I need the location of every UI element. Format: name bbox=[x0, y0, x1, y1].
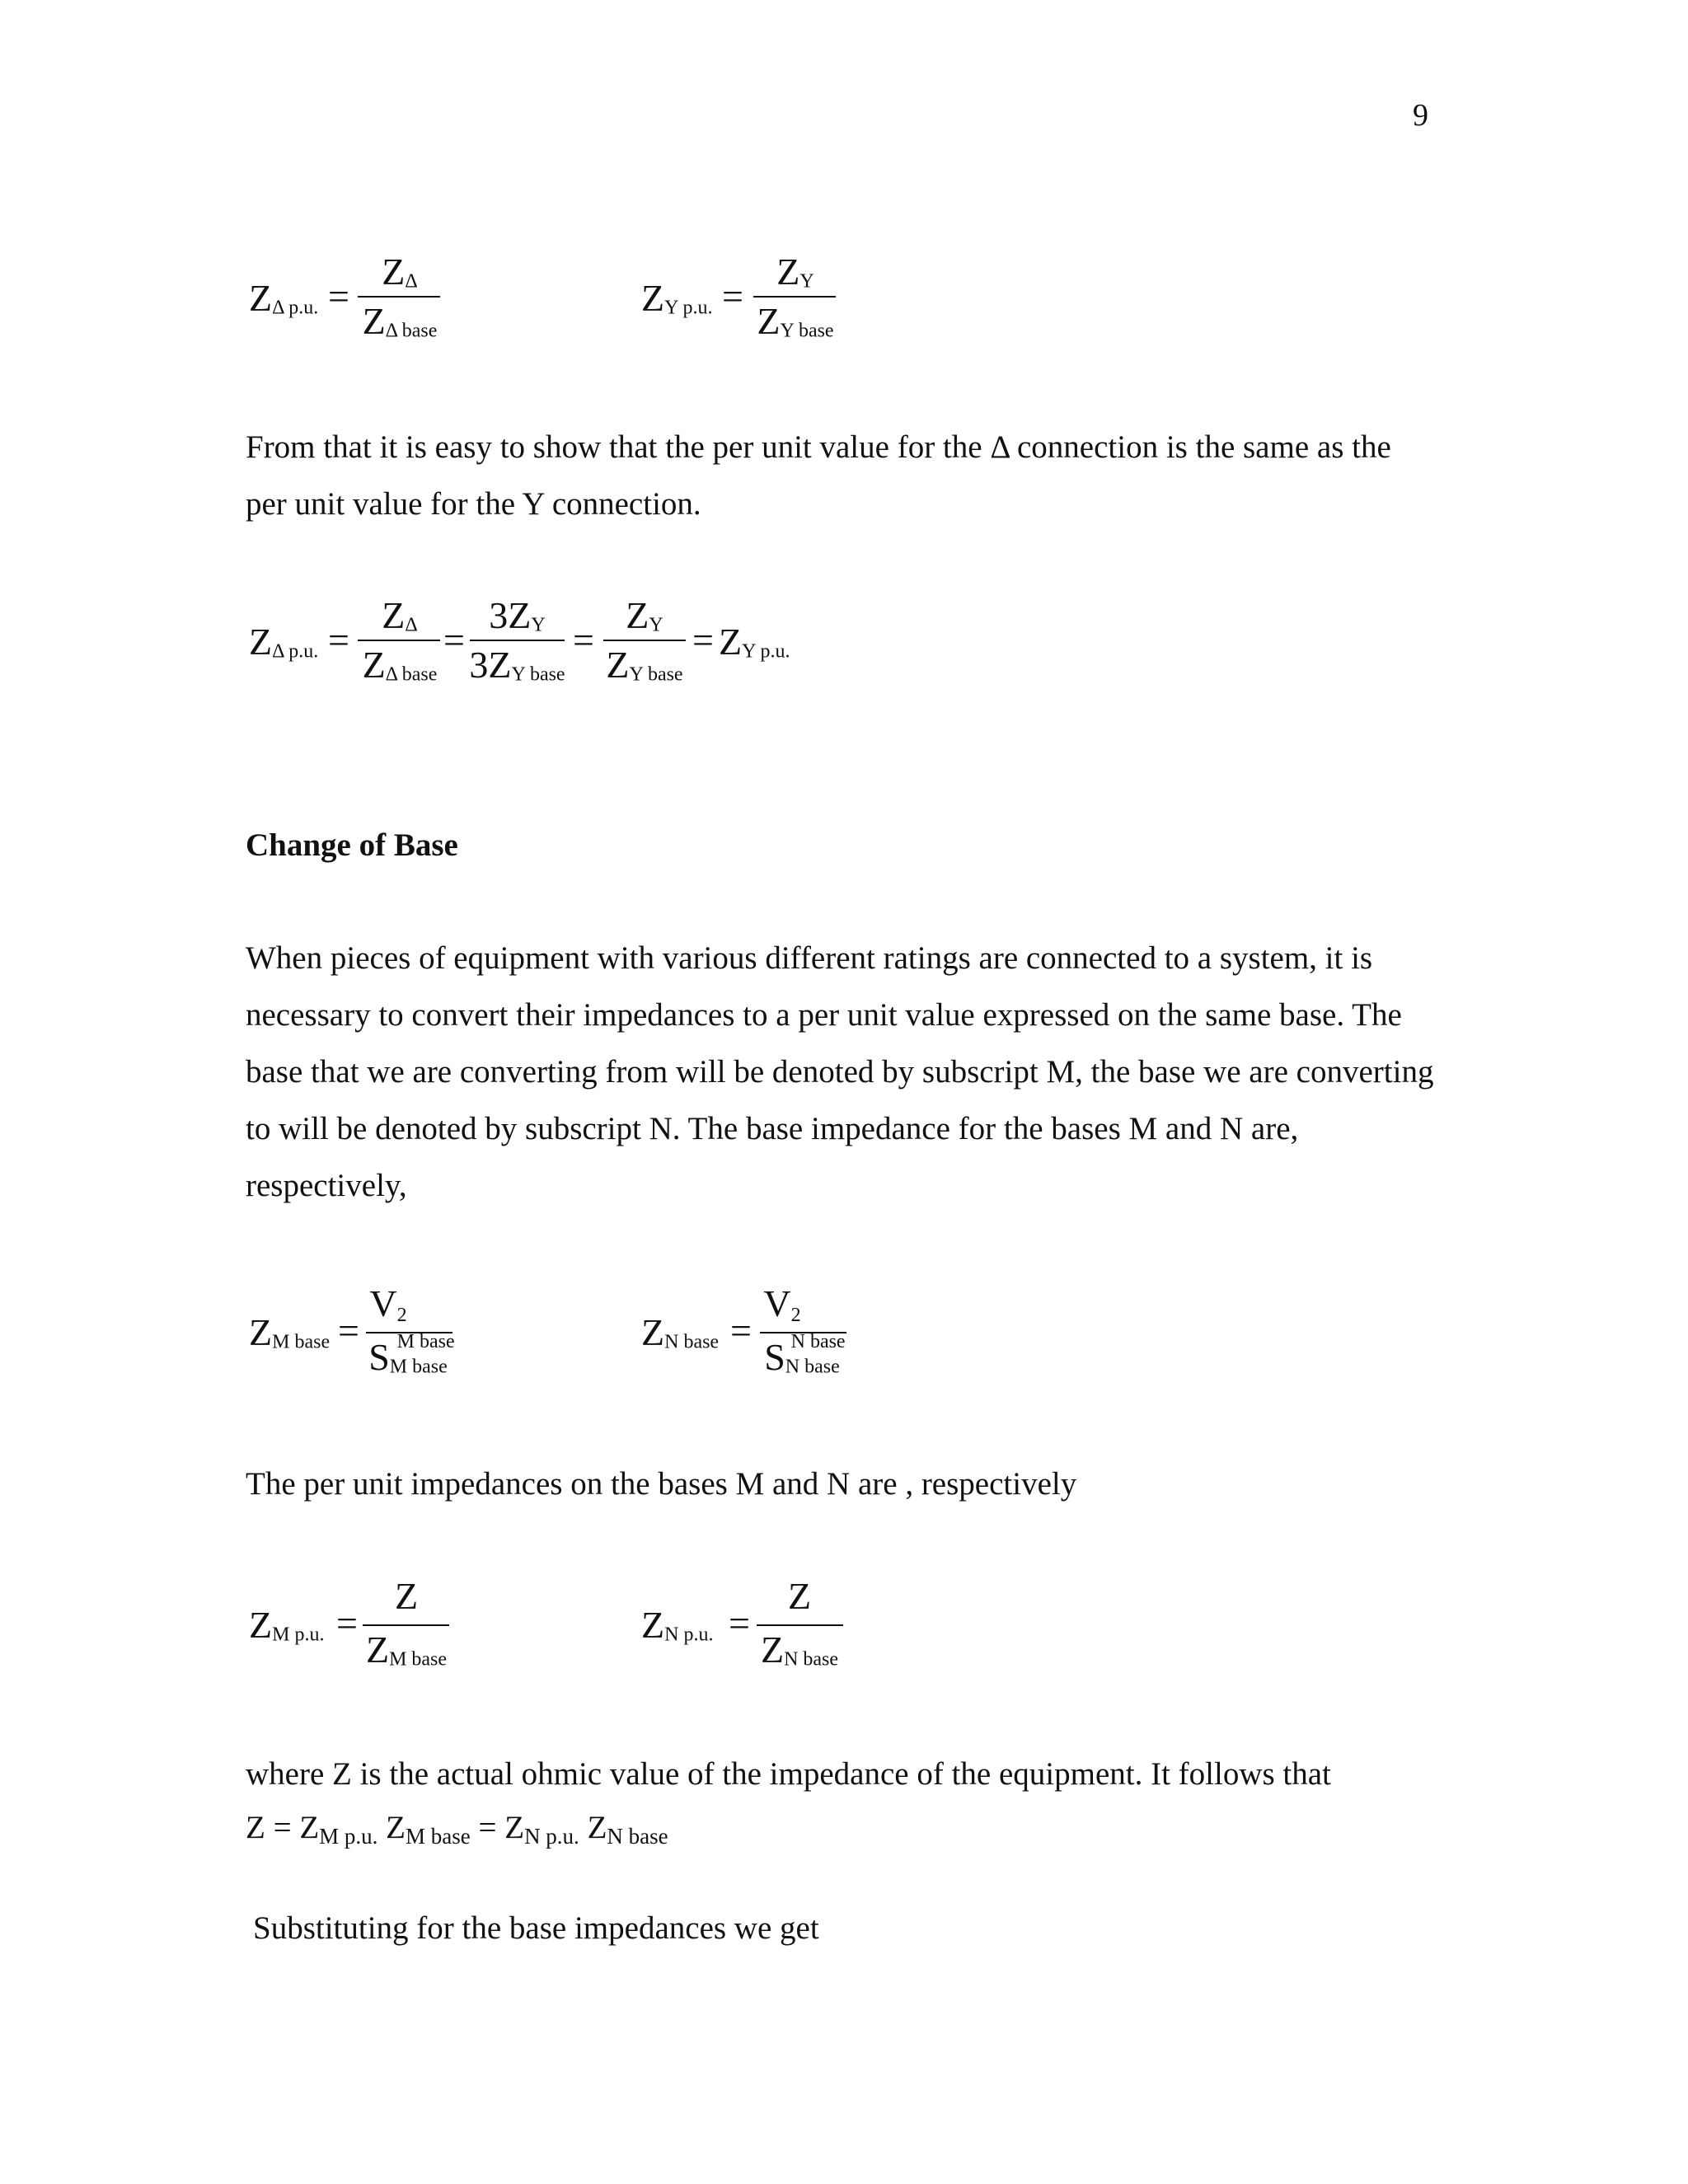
paragraph-substituting: Substituting for the base impedances we get bbox=[253, 1910, 819, 1946]
numerator: ZΔ bbox=[382, 251, 418, 293]
fraction-bar bbox=[753, 296, 836, 298]
equals-sign: = bbox=[336, 1602, 358, 1644]
equals-sign: = bbox=[328, 619, 349, 661]
fraction-bar bbox=[757, 1624, 843, 1626]
lhs-z-m-pu: ZM p.u. bbox=[249, 1604, 325, 1646]
denominator: ZΔ base bbox=[362, 644, 438, 686]
equals-sign: = bbox=[722, 275, 743, 317]
denominator: ZY base bbox=[606, 644, 683, 686]
numerator: V 2 N base bbox=[763, 1282, 846, 1352]
denominator: ZΔ base bbox=[362, 300, 438, 342]
paragraph-delta-vs-y: From that it is easy to show that the per unit value for the Δ connection is the same as the per unit value for the Y connection. bbox=[246, 429, 1391, 522]
fraction-bar bbox=[470, 640, 565, 641]
equals-sign: = bbox=[573, 619, 594, 661]
equals-sign: = bbox=[729, 1602, 750, 1644]
denominator: ZY base bbox=[757, 300, 834, 342]
numerator: ZΔ bbox=[382, 594, 418, 636]
paragraph-actual-ohmic-value: where Z is the actual ohmic value of the impedance of the equipment. It follows that bbox=[246, 1756, 1331, 1792]
section-heading-change-of-base: Change of Base bbox=[246, 827, 458, 863]
denominator: SM base bbox=[368, 1336, 448, 1378]
fraction-bar bbox=[603, 640, 686, 641]
fraction-bar bbox=[363, 1624, 449, 1626]
lhs-z-y-pu: ZY p.u. bbox=[641, 277, 713, 319]
numerator: Z bbox=[394, 1575, 419, 1617]
page-number: 9 bbox=[1413, 98, 1428, 133]
equals-sign: = bbox=[338, 1310, 359, 1352]
numerator: V 2 M base bbox=[369, 1282, 455, 1352]
equals-sign: = bbox=[443, 619, 465, 661]
numerator: ZY bbox=[776, 251, 814, 293]
lhs-z-delta-pu: ZΔ p.u. bbox=[249, 277, 319, 319]
paragraph-per-unit-impedances: The per unit impedances on the bases M and N are , respectively bbox=[246, 1466, 1077, 1502]
denominator: 3ZY base bbox=[469, 644, 565, 686]
equals-sign: = bbox=[692, 619, 714, 661]
numerator: Z bbox=[787, 1575, 812, 1617]
lhs-z-n-base: ZN base bbox=[641, 1311, 720, 1353]
paragraph-change-of-base: When pieces of equipment with various different ratings are connected to a system, it is necessary to convert their impedances to a per unit value expressed on the same base. The base that we are converting from will be denoted by subscript M, the base we are converting to will be denoted by subscript N. The base impedance for the bases M and N are, respectively, bbox=[246, 940, 1434, 1203]
denominator: ZN base bbox=[760, 1629, 839, 1671]
lhs-z-n-pu: ZN p.u. bbox=[641, 1604, 714, 1646]
fraction-bar bbox=[358, 296, 440, 298]
fraction-bar bbox=[366, 1332, 452, 1333]
numerator: 3ZY bbox=[489, 594, 546, 636]
equals-sign: = bbox=[730, 1310, 752, 1352]
numerator: ZY bbox=[626, 594, 663, 636]
lhs-z-delta-pu: ZΔ p.u. bbox=[249, 621, 319, 663]
rhs-z-y-pu: ZY p.u. bbox=[719, 621, 790, 663]
lhs-z-m-base: ZM base bbox=[249, 1311, 331, 1353]
fraction-bar bbox=[760, 1332, 846, 1333]
inline-equation-z-product: Z = ZM p.u. ZM base = ZN p.u. ZN base bbox=[246, 1810, 668, 1849]
denominator: ZM base bbox=[365, 1629, 448, 1671]
equals-sign: = bbox=[328, 275, 349, 317]
fraction-bar bbox=[358, 640, 440, 641]
denominator: SN base bbox=[764, 1336, 840, 1378]
